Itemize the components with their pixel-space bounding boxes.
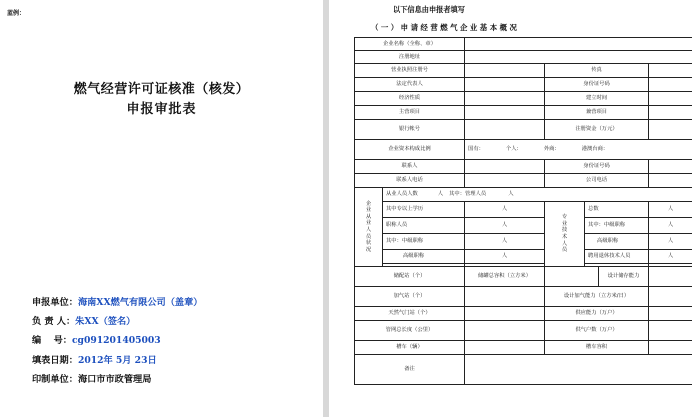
- filling-station-value[interactable]: [465, 287, 545, 307]
- printing-unit-value: 海口市市政管理局: [77, 373, 152, 385]
- field-label: 申报单位：: [32, 297, 78, 308]
- storage-volume-label: 储罐总容积（立方米）: [465, 267, 545, 287]
- side-business-value[interactable]: [649, 106, 692, 120]
- field-label: 印制单位：: [32, 373, 78, 385]
- economic-nature-value[interactable]: [465, 92, 545, 106]
- company-name-value[interactable]: [465, 38, 692, 51]
- design-storage-value[interactable]: [649, 267, 692, 287]
- contact-phone-label: 联系人电话: [355, 174, 465, 188]
- license-no-label: 营业执照注册号: [355, 64, 465, 78]
- titled-staff-value[interactable]: 人: [465, 218, 545, 234]
- capital-structure-label: 企业资本构成比例: [355, 140, 465, 160]
- supply-capacity-label: 供应能力（万户）: [545, 307, 649, 321]
- legal-rep-label: 法定代表人: [355, 78, 465, 92]
- form-page: [329, 0, 692, 417]
- tanker-capacity-label: 槽车容积: [545, 341, 649, 355]
- field-label: 编 号：: [32, 335, 72, 347]
- total-staff-row[interactable]: [383, 188, 692, 202]
- id-no-value[interactable]: [649, 78, 692, 92]
- company-info-table: [354, 37, 692, 385]
- staff-group-label: 企业从业人员状况: [355, 188, 383, 267]
- gas-outlets-label: 天然气门站（个）: [355, 307, 465, 321]
- company-phone-label: 公司电话: [545, 174, 649, 188]
- storage-volume-value[interactable]: [545, 267, 599, 287]
- license-no-value[interactable]: [465, 64, 545, 78]
- tech-group-label: 专业技术人员: [545, 202, 585, 267]
- cover-page: [0, 0, 323, 417]
- unit-label: 人: [508, 191, 514, 198]
- pipeline-length-label: 管网总长度（公里）: [355, 321, 465, 341]
- mid-title-value[interactable]: 人: [465, 234, 545, 250]
- design-filling-label: 设计加气能力（立方米/日）: [545, 287, 649, 307]
- fill-date-value: 2012年 5月 23日: [77, 354, 157, 366]
- secondary-edu-value[interactable]: 人: [465, 202, 545, 218]
- reg-capital-value[interactable]: [649, 120, 692, 140]
- contact-phone-value[interactable]: [465, 174, 545, 188]
- reg-address-label: 注册地址: [355, 51, 465, 64]
- tech-senior-value[interactable]: 人: [649, 234, 692, 250]
- applicant-unit-row: [32, 293, 202, 312]
- serial-number-value: cg091201405003: [71, 335, 161, 347]
- tech-senior-label: 高级职称: [585, 234, 649, 250]
- contact-id-value[interactable]: [649, 160, 692, 174]
- unit-label: 人: [437, 191, 444, 198]
- main-business-value[interactable]: [465, 106, 545, 120]
- secondary-edu-label: 其中专以上学历: [383, 202, 465, 218]
- design-storage-label: 设计储存能力: [599, 267, 649, 287]
- document-subtitle: 申报审批表: [126, 102, 197, 117]
- state-owned-label: 国有：: [468, 146, 484, 153]
- economic-nature-label: 经济性质: [355, 92, 465, 106]
- side-business-label: 兼营项目: [545, 106, 649, 120]
- bank-account-value[interactable]: [465, 120, 545, 140]
- foreign-label: 外商：: [543, 146, 560, 153]
- contact-id-label: 身份证号码: [545, 160, 649, 174]
- tankers-label: 槽车（辆）: [355, 341, 465, 355]
- tankers-value[interactable]: [465, 341, 545, 355]
- tech-mid-label: 其中：中级职称: [585, 218, 649, 234]
- founded-value[interactable]: [649, 92, 692, 106]
- design-filling-value[interactable]: [649, 287, 692, 307]
- contact-label: 联系人: [355, 160, 465, 174]
- filling-station-label: 加气站（个）: [355, 287, 465, 307]
- pipeline-length-value[interactable]: [465, 321, 545, 341]
- mid-title-label: 其中：中级职称: [383, 234, 465, 250]
- company-phone-value[interactable]: [649, 174, 692, 188]
- gas-outlets-value[interactable]: [465, 307, 545, 321]
- remarks-label: 备注: [355, 355, 465, 385]
- capital-structure-value[interactable]: [465, 140, 692, 160]
- storage-station-label: 储配站（个）: [355, 267, 465, 287]
- contact-value[interactable]: [465, 160, 545, 174]
- senior-title-value[interactable]: 人: [465, 250, 545, 264]
- id-no-label: 身份证号码: [545, 78, 649, 92]
- households-value[interactable]: [649, 321, 692, 341]
- hired-retired-label: 聘用退休技术人员: [585, 250, 649, 264]
- field-label: 负 责 人：: [32, 316, 76, 328]
- sample-label: 蓝例：: [7, 10, 26, 17]
- responsible-person-value: 朱XX（签名）: [75, 316, 136, 328]
- main-business-label: 主营项目: [355, 106, 465, 120]
- tech-total-label: 总数: [585, 202, 649, 218]
- serial-number-row: [32, 331, 202, 350]
- printing-unit-row: [32, 370, 202, 389]
- company-name-label: 企业名称（全称、章）: [355, 38, 465, 51]
- bank-account-label: 银行帐号: [355, 120, 465, 140]
- hired-retired-value[interactable]: 人: [649, 250, 692, 264]
- section-title: （一）申请经营燃气企业基本概况: [371, 23, 520, 32]
- fax-value[interactable]: [649, 64, 692, 78]
- households-label: 供气户数（万户）: [545, 321, 649, 341]
- titled-staff-label: 职称人员: [383, 218, 465, 234]
- hk-macau-tw-label: 港澳台商：: [581, 146, 609, 153]
- legal-rep-value[interactable]: [465, 78, 545, 92]
- tanker-capacity-value[interactable]: [649, 341, 692, 355]
- remarks-value[interactable]: [465, 355, 692, 385]
- mgmt-staff-label: 其中：管理人员: [449, 191, 487, 198]
- founded-label: 建立时间: [545, 92, 649, 106]
- document-title: 燃气经营许可证核准（核发）: [73, 82, 250, 97]
- tech-mid-value[interactable]: 人: [649, 218, 692, 234]
- responsible-person-row: [32, 312, 202, 331]
- supply-capacity-value[interactable]: [649, 307, 692, 321]
- applicant-info: [32, 293, 202, 389]
- reg-capital-label: 注册资金（万元）: [545, 120, 649, 140]
- tech-total-value[interactable]: 人: [649, 202, 692, 218]
- individual-label: 个人：: [505, 146, 522, 153]
- reg-address-value[interactable]: [465, 51, 692, 64]
- total-staff-label: 从业人员人数: [386, 191, 418, 198]
- fax-label: 传真: [545, 64, 649, 78]
- fill-instruction: 以下信息由申报者填写: [393, 5, 465, 14]
- senior-title-label: 高级职称: [383, 250, 465, 264]
- fill-date-row: [32, 351, 202, 370]
- applicant-unit-value: 海南XX燃气有限公司（盖章）: [77, 297, 203, 308]
- field-label: 填表日期：: [32, 354, 78, 366]
